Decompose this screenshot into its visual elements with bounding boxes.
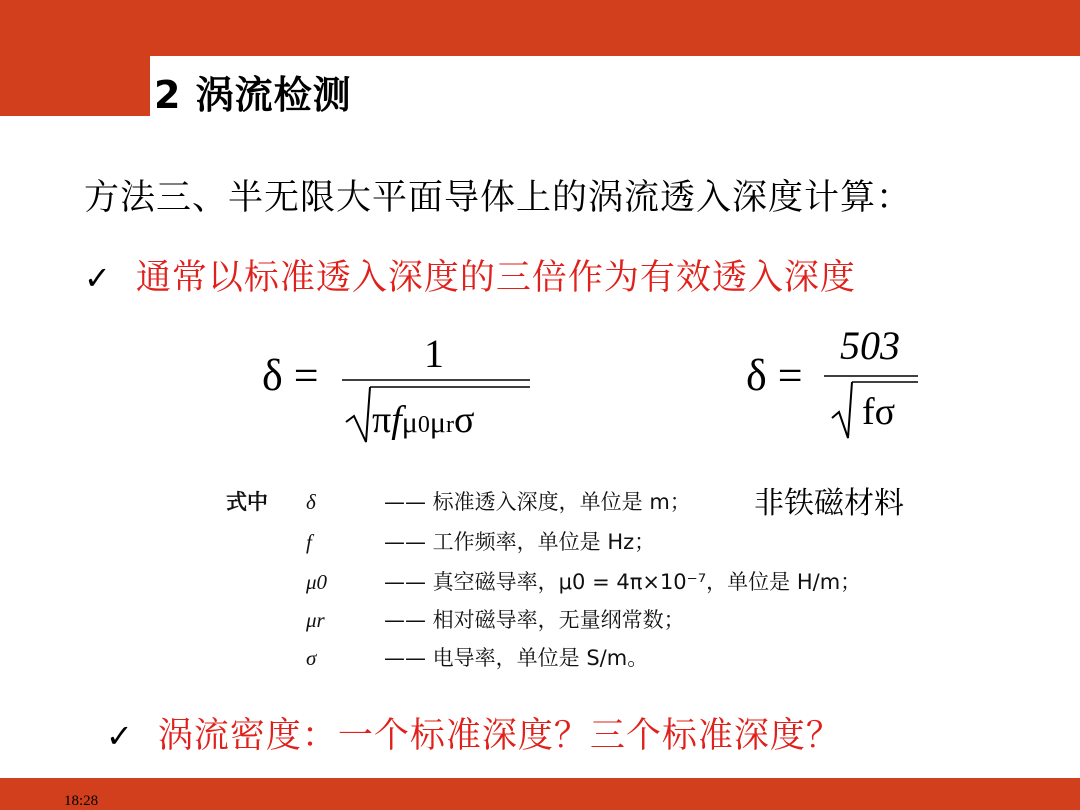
method-heading: 方法三、半无限大平面导体上的涡流透入深度计算： bbox=[84, 178, 913, 218]
formula1-lhs: δ = bbox=[262, 351, 319, 400]
bullet-question bbox=[106, 708, 842, 758]
timestamp: 18:28 bbox=[64, 793, 99, 809]
legend-row: μr —— 相对磁导率，无量纲常数； bbox=[306, 608, 685, 632]
slide-title: 2 涡流检测 bbox=[154, 73, 352, 117]
bullet-effective-depth bbox=[84, 250, 856, 300]
formula2-numerator: 503 bbox=[840, 323, 900, 368]
legend-row: μ0 —— 真空磁导率，μ0 = 4π×10⁻⁷，单位是 H/m； bbox=[306, 570, 862, 594]
check-icon: ✓ bbox=[84, 259, 112, 297]
footer-band bbox=[0, 778, 1080, 810]
formula1-numerator: 1 bbox=[424, 331, 444, 376]
formula2-denominator: fσ bbox=[862, 391, 896, 433]
legend-row: δ —— 标准透入深度，单位是 m； bbox=[306, 490, 691, 514]
bullet-text: 涡流密度：一个标准深度？三个标准深度？ bbox=[157, 716, 842, 756]
legend-row: σ —— 电导率，单位是 S/m。 bbox=[306, 646, 649, 670]
bullet-text: 通常以标准透入深度的三倍作为有效透入深度 bbox=[135, 258, 856, 298]
check-icon: ✓ bbox=[106, 717, 134, 755]
legend-lead: 式中 bbox=[226, 490, 268, 514]
formula1-denominator: πfμ0μrσ bbox=[372, 399, 475, 441]
nonferrous-note: 非铁磁材料 bbox=[754, 486, 904, 521]
legend-row: f —— 工作频率，单位是 Hz； bbox=[306, 530, 656, 554]
formula2-lhs: δ = bbox=[746, 351, 803, 400]
